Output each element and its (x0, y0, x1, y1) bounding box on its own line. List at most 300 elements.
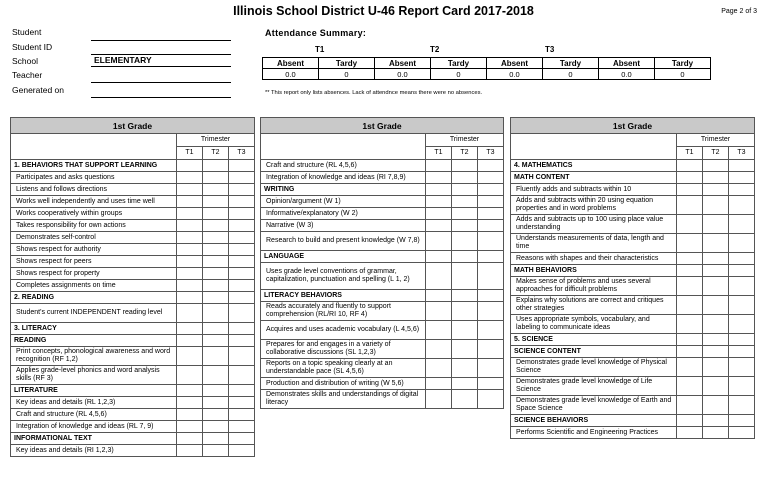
grade-cell (176, 184, 202, 196)
grade-cell (202, 385, 228, 397)
grade-cell (702, 172, 728, 184)
section-heading: READING (11, 335, 177, 347)
attendance-header: Absent (375, 58, 431, 69)
teacher-label: Teacher (12, 70, 43, 80)
attendance-header-row (263, 58, 711, 69)
grade-cell (425, 290, 451, 302)
grade-cell (228, 335, 254, 347)
grade-cell (477, 184, 503, 196)
section-row (11, 385, 255, 397)
section-heading: MATH CONTENT (511, 172, 677, 184)
grade-cell (451, 232, 477, 251)
trimester-col-header: T1 (676, 147, 702, 160)
grade-cell (451, 390, 477, 409)
grade-cell (676, 334, 702, 346)
grade-cell (228, 433, 254, 445)
skill-label: Applies grade-level phonics and word analysis skills (RF 3) (11, 366, 177, 385)
grade-cell (228, 347, 254, 366)
grade-header-row (261, 118, 504, 134)
grade-cell (228, 196, 254, 208)
grade-cell (702, 277, 728, 296)
grade-cell (176, 220, 202, 232)
grade-cell (176, 196, 202, 208)
grade-cell (425, 196, 451, 208)
grade-cell (676, 160, 702, 172)
grade-cell (425, 263, 451, 290)
section-row (511, 346, 755, 358)
grade-cell (676, 296, 702, 315)
grade-table-3 (510, 117, 755, 439)
skill-row (261, 232, 504, 251)
attendance-value: 0.0 (263, 69, 319, 80)
skill-row (261, 302, 504, 321)
skill-row (511, 234, 755, 253)
grade-cell (228, 244, 254, 256)
grade-cell (202, 323, 228, 335)
trimester-col-header: T1 (425, 147, 451, 160)
section-row (11, 433, 255, 445)
school-value: ELEMENTARY (91, 55, 231, 67)
attendance-value: 0.0 (487, 69, 543, 80)
grade-cell (728, 415, 754, 427)
trimester-label: Trimester (676, 134, 754, 147)
skill-label: Completes assignments on time (11, 280, 177, 292)
section-heading: SCIENCE BEHAVIORS (511, 415, 677, 427)
blank-cell (261, 147, 426, 160)
grade-cell (702, 377, 728, 396)
skill-label: Shows respect for peers (11, 256, 177, 268)
attendance-table (262, 57, 711, 80)
grade-cell (702, 296, 728, 315)
trimester-cols-row (511, 147, 755, 160)
grade-cell (477, 359, 503, 378)
grade-cell (676, 315, 702, 334)
grade-cell (202, 172, 228, 184)
grade-cell (202, 280, 228, 292)
attendance-value: 0.0 (599, 69, 655, 80)
grade-cell (202, 184, 228, 196)
skill-row (511, 253, 755, 265)
skill-row (11, 172, 255, 184)
grade-cell (702, 396, 728, 415)
section-heading: INFORMATIONAL TEXT (11, 433, 177, 445)
skill-label: Adds and subtracts up to 100 using place value understanding (511, 215, 677, 234)
grade-cell (728, 396, 754, 415)
section-heading: LITERATURE (11, 385, 177, 397)
grade-cell (728, 427, 754, 439)
page-number: Page 2 of 3 (721, 8, 757, 15)
grade-cell (176, 292, 202, 304)
grade-cell (451, 172, 477, 184)
section-row (261, 184, 504, 196)
grade-cell (425, 359, 451, 378)
section-heading: 2. READING (11, 292, 177, 304)
grade-cell (228, 421, 254, 433)
section-heading: LANGUAGE (261, 251, 426, 263)
attendance-note: ** This report only lists absences. Lack of attendnce means there were no absences. (265, 90, 483, 96)
skill-row (511, 296, 755, 315)
grade-cell (202, 232, 228, 244)
attendance-header: Tardy (655, 58, 711, 69)
skill-label: Understands measurements of data, length and time (511, 234, 677, 253)
grade-cell (702, 346, 728, 358)
generated-on-label: Generated on (12, 85, 64, 95)
grade-cell (425, 378, 451, 390)
section-heading: 1. BEHAVIORS THAT SUPPORT LEARNING (11, 160, 177, 172)
grade-cell (702, 358, 728, 377)
grade-cell (176, 335, 202, 347)
skill-row (11, 445, 255, 457)
trimester-col-header: T2 (702, 147, 728, 160)
grade-cell (728, 315, 754, 334)
trimester-col-header: T2 (451, 147, 477, 160)
grade-cell (228, 160, 254, 172)
skill-label: Reasons with shapes and their characteristics (511, 253, 677, 265)
grade-cell (202, 256, 228, 268)
trimester-cols-row (261, 147, 504, 160)
grade-cell (228, 208, 254, 220)
grade-cell (676, 358, 702, 377)
skill-row (511, 315, 755, 334)
attendance-header: Absent (263, 58, 319, 69)
school-label: School (12, 56, 38, 66)
section-heading: 3. LITERACY (11, 323, 177, 335)
grade-cell (228, 172, 254, 184)
grade-cell (228, 366, 254, 385)
grade-table-2 (260, 117, 504, 409)
skill-label: Demonstrates grade level knowledge of Life Science (511, 377, 677, 396)
attendance-value: 0.0 (375, 69, 431, 80)
grade-cell (176, 304, 202, 323)
grade-cell (176, 445, 202, 457)
grade-cell (728, 172, 754, 184)
skill-label: Narrative (W 3) (261, 220, 426, 232)
grade-cell (451, 220, 477, 232)
skill-row (11, 268, 255, 280)
grade-cell (676, 196, 702, 215)
section-heading: WRITING (261, 184, 426, 196)
grade-cell (202, 397, 228, 409)
skill-label: Key ideas and details (RL 1,2,3) (11, 397, 177, 409)
grade-cell (728, 265, 754, 277)
skill-label: Participates and asks questions (11, 172, 177, 184)
grade-cell (728, 358, 754, 377)
skill-label: Research to build and present knowledge (W 7,8) (261, 232, 426, 251)
skill-row (11, 304, 255, 323)
skill-label: Explains why solutions are correct and critiques other strategies (511, 296, 677, 315)
grade-cell (477, 196, 503, 208)
skill-row (11, 220, 255, 232)
skill-label: Demonstrates skills and understandings of digital literacy (261, 390, 426, 409)
attendance-header: Tardy (319, 58, 375, 69)
grade-cell (202, 421, 228, 433)
skill-label: Prepares for and engages in a variety of collaborative discussions (SL 1,2,3) (261, 340, 426, 359)
skill-row (11, 256, 255, 268)
skill-label: Makes sense of problems and uses several approaches for difficult problems (511, 277, 677, 296)
grade-cell (228, 220, 254, 232)
grade-cell (676, 277, 702, 296)
grade-cell (228, 323, 254, 335)
grade-cell (202, 347, 228, 366)
skill-label: Adds and subtracts within 20 using equation properties and in word problems (511, 196, 677, 215)
student-id-label: Student ID (12, 42, 53, 52)
grade-cell (176, 433, 202, 445)
grade-cell (202, 335, 228, 347)
skill-label: Works cooperatively within groups (11, 208, 177, 220)
skill-row (11, 421, 255, 433)
grade-cell (676, 265, 702, 277)
skill-row (11, 366, 255, 385)
grade-cell (451, 208, 477, 220)
attendance-header: Absent (599, 58, 655, 69)
section-row (11, 323, 255, 335)
attendance-value: 0 (431, 69, 487, 80)
skill-label: Integration of knowledge and ideas (RL 7, 9) (11, 421, 177, 433)
skill-row (261, 378, 504, 390)
trimester-label: Trimester (176, 134, 254, 147)
section-row (11, 160, 255, 172)
grade-cell (702, 315, 728, 334)
grade-cell (425, 184, 451, 196)
grade-cell (702, 196, 728, 215)
skill-row (261, 172, 504, 184)
grade-cell (202, 409, 228, 421)
grade-cell (676, 377, 702, 396)
grade-cell (451, 340, 477, 359)
grade-cell (451, 359, 477, 378)
skill-row (261, 359, 504, 378)
skill-row (11, 232, 255, 244)
grade-cell (425, 390, 451, 409)
grade-cell (676, 415, 702, 427)
section-row (261, 251, 504, 263)
grade-cell (176, 323, 202, 335)
skill-row (511, 427, 755, 439)
skill-label: Reads accurately and fluently to support comprehension (RL/RI 10, RF 4) (261, 302, 426, 321)
skill-row (511, 377, 755, 396)
attendance-value: 0 (543, 69, 599, 80)
skill-row (511, 215, 755, 234)
grade-cell (477, 321, 503, 340)
skill-label: Demonstrates self-control (11, 232, 177, 244)
grade-cell (477, 208, 503, 220)
grade-cell (228, 304, 254, 323)
trimester-label-row (11, 134, 255, 147)
trimester-col-header: T2 (202, 147, 228, 160)
skill-label: Demonstrates grade level knowledge of Physical Science (511, 358, 677, 377)
grade-cell (676, 253, 702, 265)
grade-cell (228, 385, 254, 397)
trimester-col-header: T3 (477, 147, 503, 160)
grade-cell (728, 346, 754, 358)
trimester-label: Trimester (425, 134, 503, 147)
grade-cell (676, 396, 702, 415)
grade-cell (202, 196, 228, 208)
grade-cell (202, 433, 228, 445)
grade-cell (202, 445, 228, 457)
skill-label: Shows respect for authority (11, 244, 177, 256)
grade-cell (477, 263, 503, 290)
skill-row (11, 409, 255, 421)
skill-row (511, 196, 755, 215)
grade-cell (202, 244, 228, 256)
grade-cell (425, 220, 451, 232)
grade-cell (176, 409, 202, 421)
grade-cell (728, 253, 754, 265)
grade-header: 1st Grade (261, 118, 504, 134)
skill-row (11, 244, 255, 256)
section-heading: LITERACY BEHAVIORS (261, 290, 426, 302)
attendance-header: Absent (487, 58, 543, 69)
skill-label: Uses appropriate symbols, vocabulary, and labeling to communicate ideas (511, 315, 677, 334)
grade-header-row (11, 118, 255, 134)
grade-cell (728, 196, 754, 215)
section-row (511, 172, 755, 184)
grade-cell (728, 234, 754, 253)
grade-cell (202, 220, 228, 232)
skill-row (261, 340, 504, 359)
grade-cell (676, 346, 702, 358)
grade-cell (425, 160, 451, 172)
grade-cell (176, 366, 202, 385)
grade-table-1 (10, 117, 255, 457)
skill-label: Production and distribution of writing (W 5,6) (261, 378, 426, 390)
skill-row (511, 184, 755, 196)
attendance-value-row (263, 69, 711, 80)
grade-cell (451, 378, 477, 390)
skill-row (261, 196, 504, 208)
skill-label: Craft and structure (RL 4,5,6) (11, 409, 177, 421)
skill-row (11, 184, 255, 196)
section-row (511, 160, 755, 172)
skill-row (261, 208, 504, 220)
skill-row (261, 263, 504, 290)
skill-row (511, 396, 755, 415)
skill-label: Print concepts, phonological awareness and word recognition (RF 1,2) (11, 347, 177, 366)
grade-cell (728, 184, 754, 196)
teacher-value (91, 71, 231, 83)
grade-header-row (511, 118, 755, 134)
blank-cell (11, 134, 177, 147)
section-row (261, 290, 504, 302)
grade-cell (477, 232, 503, 251)
trimester-col-header: T3 (728, 147, 754, 160)
grade-cell (477, 290, 503, 302)
grade-cell (702, 415, 728, 427)
grade-cell (228, 256, 254, 268)
grade-header: 1st Grade (11, 118, 255, 134)
blank-cell (511, 134, 677, 147)
grade-cell (728, 160, 754, 172)
section-heading: 4. MATHEMATICS (511, 160, 677, 172)
grade-cell (477, 251, 503, 263)
grade-cell (451, 290, 477, 302)
grade-cell (477, 160, 503, 172)
skill-label: Key ideas and details (RI 1,2,3) (11, 445, 177, 457)
skill-label: Listens and follows directions (11, 184, 177, 196)
blank-cell (261, 134, 426, 147)
grade-cell (176, 421, 202, 433)
grade-cell (228, 445, 254, 457)
grade-cell (228, 397, 254, 409)
section-row (511, 415, 755, 427)
grade-cell (228, 184, 254, 196)
grade-cell (477, 390, 503, 409)
grade-cell (176, 256, 202, 268)
grade-cell (676, 215, 702, 234)
skill-row (511, 358, 755, 377)
grade-cell (425, 321, 451, 340)
attendance-value: 0 (655, 69, 711, 80)
skill-label: Acquires and uses academic vocabulary (L 4,5,6) (261, 321, 426, 340)
skill-label: Takes responsibility for own actions (11, 220, 177, 232)
grade-cell (425, 232, 451, 251)
grade-cell (728, 377, 754, 396)
grade-cell (702, 427, 728, 439)
attendance-header: Tardy (431, 58, 487, 69)
grade-cell (702, 253, 728, 265)
grade-cell (176, 268, 202, 280)
grade-cell (202, 268, 228, 280)
grade-cell (176, 172, 202, 184)
grade-cell (202, 292, 228, 304)
grade-cell (451, 302, 477, 321)
grade-cell (477, 172, 503, 184)
grade-cell (728, 334, 754, 346)
grade-cell (702, 160, 728, 172)
grade-cell (425, 340, 451, 359)
skill-label: Craft and structure (RL 4,5,6) (261, 160, 426, 172)
blank-cell (511, 147, 677, 160)
section-heading: MATH BEHAVIORS (511, 265, 677, 277)
skill-label: Uses grade level conventions of grammar, capitalization, punctuation and spelling (L 1, 2) (261, 263, 426, 290)
blank-cell (11, 147, 177, 160)
grade-cell (228, 409, 254, 421)
skill-label: Opinion/argument (W 1) (261, 196, 426, 208)
grade-cell (176, 208, 202, 220)
skill-label: Demonstrates grade level knowledge of Earth and Space Science (511, 396, 677, 415)
skill-row (11, 397, 255, 409)
grade-cell (728, 296, 754, 315)
generated-on-value (91, 86, 231, 98)
grade-cell (477, 220, 503, 232)
skill-label: Shows respect for property (11, 268, 177, 280)
student-id-value (91, 43, 231, 55)
grade-cell (425, 302, 451, 321)
skill-label: Student's current INDEPENDENT reading level (11, 304, 177, 323)
grade-cell (228, 232, 254, 244)
grade-cell (176, 280, 202, 292)
grade-cell (176, 232, 202, 244)
grade-cell (228, 292, 254, 304)
skill-label: Works well independently and uses time well (11, 196, 177, 208)
skill-label: Informative/explanatory (W 2) (261, 208, 426, 220)
grade-cell (202, 304, 228, 323)
trimester-col-header: T3 (228, 147, 254, 160)
student-label: Student (12, 27, 42, 37)
attendance-t3-label: T3 (545, 45, 555, 54)
section-row (511, 265, 755, 277)
skill-label: Fluently adds and subtracts within 10 (511, 184, 677, 196)
grade-cell (202, 208, 228, 220)
report-title: Illinois School District U-46 Report Card 2017-2018 (233, 4, 534, 18)
grade-cell (176, 244, 202, 256)
attendance-t1-label: T1 (315, 45, 325, 54)
grade-cell (676, 234, 702, 253)
section-row (11, 335, 255, 347)
skill-row (261, 321, 504, 340)
skill-label: Integration of knowledge and ideas (RI 7,8,9) (261, 172, 426, 184)
